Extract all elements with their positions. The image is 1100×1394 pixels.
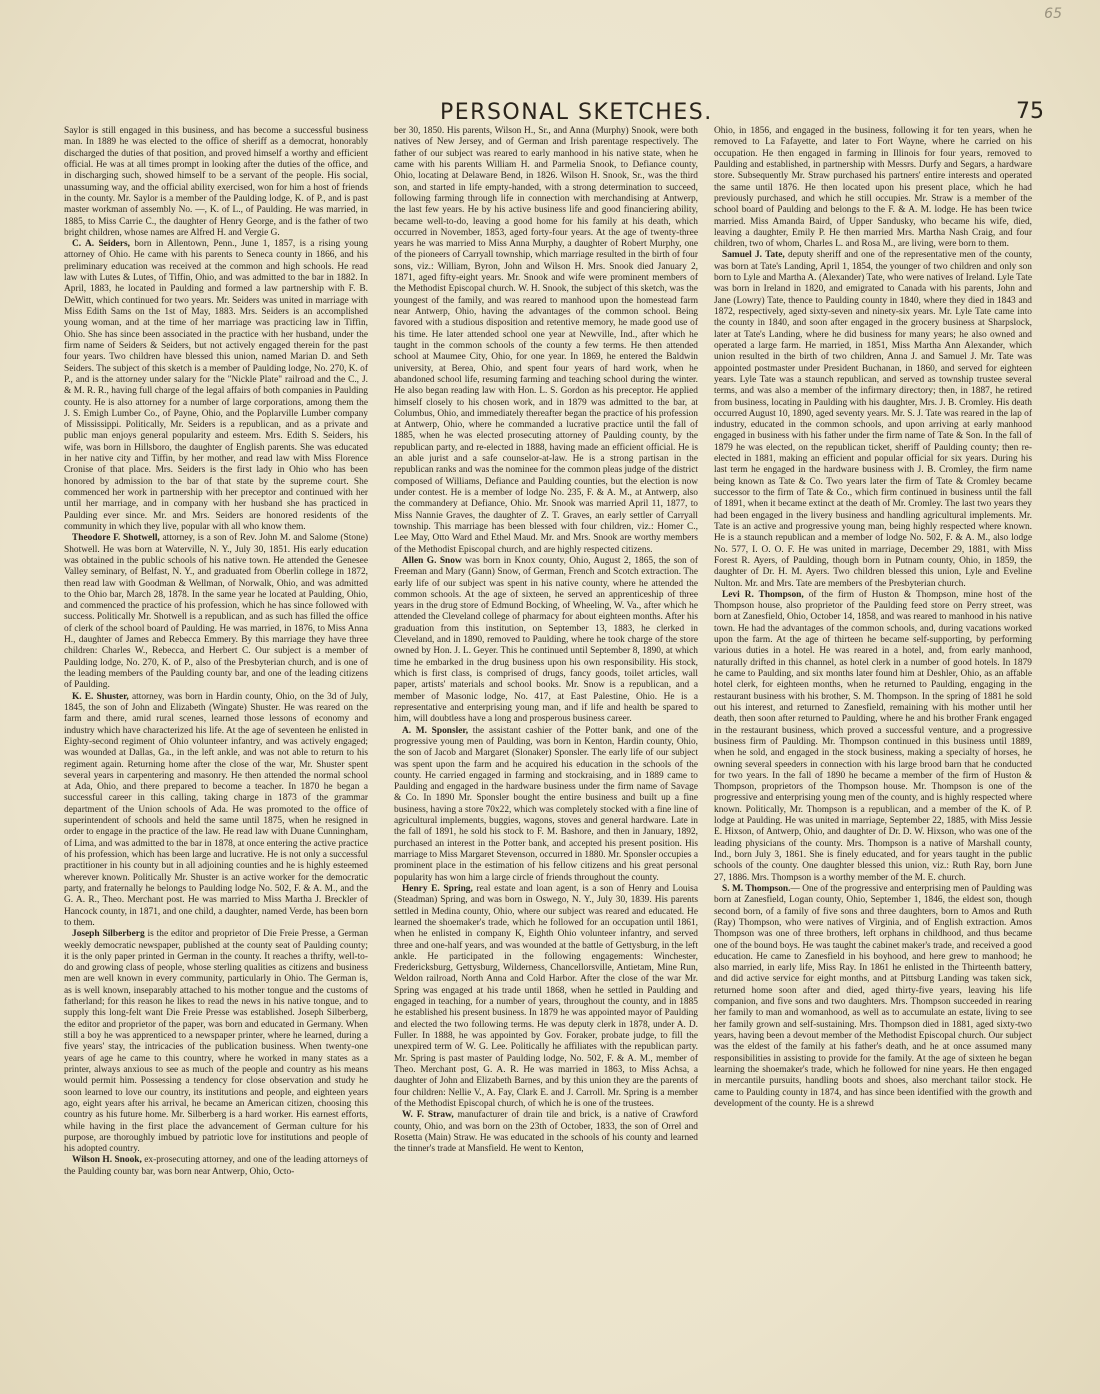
text-columns [64,126,1054,1362]
subject-name: Allen G. Snow [402,555,462,566]
paragraph-text: is the editor and proprietor of Die Freie Presse, a German weekly democratic newspaper, published at the county seat of Paulding county; it is the only paper printed in German in the county. It reaches a thrifty, well-to-do and growing class of people, whose sterling qualities as citizens and business men are well known in every community, particularly in Ohio. The German is, as is well known, inseparably attached to his mother tongue and the customs of fatherland; for this reason he likes to read the news in his native tongue, and to supply this long-felt want Die Freie Presse was established. Joseph Silberberg, the editor and proprietor of the paper, was born and educated in Germany. When still a boy he was apprenticed to a newspaper printer, where he learned, during a five years' stay, the intricacies of the publication business. When twenty-one years of age he came to this country, where he worked in many states as a printer, always anxious to see as much of the people and country as his means would permit him. Possessing a tendency for close observation and study he soon learned to love our country, its institutions and people, and eighteen years ago, eight years after his arrival, he became an American citizen, choosing this country as his future home. Mr. Silberberg is a hard worker. His earnest efforts, while having in the first place the advancement of German culture for his purpose, are thoroughly imbued by patriotic love for institutions and people of his adopted country. [64,929,368,1155]
paragraph-text: — One of the progressive and enterprising men of Paulding was born at Zanesfield, Logan county, Ohio, September 1, 1846, the eldest son, though second born, of a family of five sons and three daughters, born to Amos and Ruth (Ray) Thompson, who were natives of Virginia, and of English extraction. Amos Thompson was one of three brothers, left orphans in childhood, and thus became one of the bound boys. He was taught the cabinet maker's trade, and received a good education. He came to Zanesfield in his boyhood, and here grew to manhood; he also married, in early life, Miss Ray. In 1861 he enlisted in the Thirteenth battery, and did active service for eight months, and at Pittsburg Landing was taken sick, returned home soon after and died, aged thirty-five years, leaving his life companion, and five sons and two daughters. Mrs. Thompson succeeded in rearing her family to man and womanhood, as well as to accumulate an estate, living to see her family grown and self-sustaining. Mrs. Thompson died in 1881, aged sixty-two years, having been a devout member of the Methodist Episcopal church. Our subject was the eldest of the family at his father's death, and he at once assumed many responsibilities in assisting to provide for the family. At the age of sixteen he began learning the shoemaker's trade, which he followed for nine years. He then engaged in mercantile pursuits, handling boots and shoes, also merchant tailor stock. He came to Paulding county in 1874, and has since been identified with the growth and development of the county. He is a shrewd [714,883,1032,1109]
subject-name: Henry E. Spring, [402,883,473,894]
subject-name: K. E. Shuster, [72,691,129,702]
subject-name: Joseph Silberberg [72,929,145,940]
paragraph-text: deputy sheriff and one of the representative men of the county, was born at Tate's Landing, April 1, 1854, the younger of two children and only son born to Lyle and Martha A. (Alexander) Tate, who were natives of Ireland. Lyle Tate was born in Ireland in 1820, and emigrated to Canada with his parents, John and Jane (Lowry) Tate, thence to Paulding county in 1840, where they died in 1843 and 1872, respectively, aged sixty-seven and ninety-six years. Mr. Lyle Tate came into the county in 1840, and soon after engaged in the grocery business at Sharpslock, later at Tate's Landing, where he did business for many years; he also owned and operated a large farm. He married, in 1851, Miss Martha Ann Alexander, which union resulted in the birth of two children, Anna J. and Samuel J. Mr. Tate was appointed postmaster under President Buchanan, in 1860, and served for eighteen years. Lyle Tate was a staunch republican, and served as township trustee several terms, and was also a member of the infirmary directory; then, in 1887, he retired from business, locating in Paulding with his daughter, Mrs. J. B. Cromley. His death occurred August 10, 1890, aged seventy years. Mr. S. J. Tate was reared in the lap of industry, educated in the common schools, and upon arriving at early manhood engaged in business with his father under the firm name of Tate & Son. In the fall of 1879 he was elected, on the republican ticket, sheriff of Paulding county; then re-elected in 1881, making an efficient and popular official for six years. During his last term he engaged in the hardware business with J. B. Cromley, the firm name being known as Tate & Co. Two years later the firm of Tate & Cromley became successor to the firm of Tate & Co., which firm continued in business until the fall of 1891, when it became extinct at the death of Mr. Cromley. The last two years they had been engaged in the livery business and handling agricultural implements. Mr. Tate is an active and progressive young man, being highly respected where known. He is a staunch republican and a member of lodge No. 502, F. & A. M., also lodge No. 577, I. O. O. F. He was united in marriage, December 29, 1881, with Miss Forest R. Ayers, of Paulding, though born in Putnam county, Ohio, in 1859, the daughter of Dr. H. M. Ayers. Two children blessed this union, Lyle and Eveline Nulton. Mr. and Mrs. Tate are members of the Presbyterian church. [714,250,1032,589]
biography-paragraph [714,250,1032,589]
subject-name: C. A. Seiders, [72,239,130,250]
continued-paragraph [714,126,1032,250]
running-title: PERSONAL SKETCHES. [440,100,713,125]
pencil-page-mark: 65 [1044,6,1062,22]
subject-name: Theodore F. Shotwell, [72,533,160,544]
biography-paragraph [64,239,368,533]
paragraph-text: born in Allentown, Penn., June 1, 1857, is a rising young attorney of Ohio. He came with his parents to Seneca county in 1866, and his preliminary education was received at the common and high schools. He read law with Lutes & Lutes, of Tiffin, Ohio, and was admitted to the bar in 1882. In April, 1883, he located in Paulding and formed a law partnership with F. B. DeWitt, which continued for two years. Mr. Seiders was united in marriage with Miss Edith Sams on the 1st of May, 1883. Mrs. Seiders is an accomplished young woman, and at the time of her marriage was practicing law in Tiffin, Ohio. She has since been associated in the practice with her husband, under the firm name of Seiders & Seiders, but not actively engaged therein for the past four years. Two children have blessed this union, named Marian D. and Seth Seiders. The subject of this sketch is a member of Paulding lodge, No. 270, K. of P., and is the attorney under salary for the "Nickle Plate" railroad and the C., J. & M. R. R., having full charge of the legal affairs of both companies in Paulding county. He is also attorney for a number of large corporations, among them the J. S. Emigh Lumber Co., of Payne, Ohio, and the Poplarville Lumber company of Mississippi. Politically, Mr. Seiders is a republican, and as a private and public man enjoys general popularity and esteem. Mrs. Edith S. Seiders, his wife, was born in Hillsboro, the daughter of English parents. She was educated in her native city and Tiffin, by her mother, and read law with Miss Florence Cronise of that place. Mrs. Seiders is the first lady in Ohio who has been honored by admission to the bar of that state by the supreme court. She commenced her work in partnership with her preceptor and continued with her until her marriage, and in company with her husband she has practiced in Paulding ever since. Mr. and Mrs. Seiders are honored residents of the community in which they live, popular with all who know them. [64,239,368,532]
paragraph-text: the assistant cashier of the Potter bank, and one of the progressive young men of Paulding, was born in Kenton, Hardin county, Ohio, the son of Jacob and Margaret (Slonaker) Sponsler. The early life of our subject was spent upon the farm and he acquired his education in the schools of the county. He carried engaged in farming and stockraising, and in 1889 came to Paulding and engaged in the hardware business under the firm name of Savage & Co. In 1890 Mr. Sponsler bought the entire business and built up a fine business, having a store 70x22, which was completely stocked with a fine line of agricultural implements, buggies, wagons, stoves and general hardware. Late in the fall of 1891, he sold his stock to F. M. Bashore, and then in January, 1892, purchased an interest in the Potter bank, and accepted his present position. His marriage to Miss Margaret Stevenson, occurred in 1880. Mr. Sponsler occupies a prominent place in the estimation of his fellow citizens and his great personal popularity has won him a large circle of friends throughout the county. [394,725,698,883]
biography-paragraph [64,692,368,930]
biography-paragraph [394,884,698,1110]
biography-paragraph [394,1110,698,1155]
subject-name: Wilson H. Snook, [72,1155,142,1166]
biography-paragraph [394,726,698,884]
biography-paragraph [64,533,368,691]
biography-paragraph [64,1155,368,1178]
continued-paragraph [394,126,698,556]
biography-paragraph [394,556,698,726]
paragraph-text: of the firm of Huston & Thompson, mine host of the Thompson house, also proprietor of the Paulding feed store on Perry street, was born at Zanesfield, Ohio, October 14, 1858, and was reared to manhood in his native town. He had the advantages of the common schools, and, during vacations worked upon the farm. At the age of thirteen he became self-supporting, by performing various duties in a hotel. He was reared in a hotel, and, from early manhood, naturally drifted in this channel, as hotel clerk in a number of good hotels. In 1879 he came to Paulding, and six months later found him at Deshler, Ohio, as an affable hotel clerk, for eighteen months, when he returned to Paulding, engaging in the restaurant business with his brother, S. M. Thompson. In the spring of 1881 he sold out his interest, and returned to Zanesfield, remaining with his mother until her death, then soon after returned to Paulding, where he and his brother Frank engaged in the restaurant business, which proved a successful venture, and a progressive business firm of Paulding. Mr. Thompson continued in this business until 1889, when he sold, and engaged in the stock business, making a specialty of horses, he owning several speeders in connection with his large brood barn that he conducted for two years. In the fall of 1890 he became a member of the firm of Huston & Thompson, proprietors of the Thompson house. Mr. Thompson is one of the progressive and enterprising young men of the county, and is highly respected where known. Politically, Mr. Thompson is a republican, and a member of the K. of P. lodge at Paulding. He was united in marriage, September 22, 1885, with Miss Jessie E. Hixson, of Antwerp, Ohio, and daughter of Dr. D. W. Hixson, who was one of the leading physicians of the county. Mrs. Thompson is a native of Marshall county, Ind., born July 3, 1861. She is finely educated, and for years taught in the public schools of the county. One daughter blessed this union, viz.: Ruth Ray, born June 27, 1886. Mrs. Thompson is a worthy member of the M. E. church. [714,589,1032,883]
subject-name: W. F. Straw, [402,1110,454,1121]
paragraph-text: was born in Knox county, Ohio, August 2, 1865, the son of Freeman and Mary (Gann) Snow, of German, French and Scotch extraction. The early life of our subject was spent in his native county, where he attended the common schools. At the age of sixteen, he served an apprenticeship of three years in the drug store of Edmund Bocking, of Wheeling, W. Va., after which he attended the Cleveland college of pharmacy for about eighteen months. After his graduation from this institution, on September 13, 1883, he clerked in Cleveland, and in 1890, removed to Paulding, where he took charge of the store owned by Hon. J. L. Geyer. This he continued until September 8, 1890, at which time he embarked in the drug business upon his own responsibility. His stock, which is first class, is comprised of drugs, fancy goods, toilet articles, wall paper, artists' materials and school books. Mr. Snow is a republican, and a member of Masonic lodge, No. 417, at East Palestine, Ohio. He is a representative and enterprising young man, and if life and health be spared to him, will doubtless have a long and prosperous business career. [394,555,698,725]
subject-name: Levi R. Thompson, [722,589,804,600]
column-3 [714,126,1032,1362]
biography-paragraph [714,884,1032,1110]
paragraph-text: ber 30, 1850. His parents, Wilson H., Sr., and Anna (Murphy) Snook, were both natives of New Jersey, and of German and Irish parentage respectively. The father of our subject was reared to early manhood in his native state, when he came with his parents William H. and Parmelia Snook, to Defiance county, Ohio, locating at Delaware Bend, in 1826. Wilson H. Snook, Sr., was the third son, and started in life empty-handed, with a strong determination to succeed, following farming through life in connection with merchandising at Antwerp, the last few years. He by his active business life and good financiering ability, became well-to-do, leaving a good home for his family at his death, which occurred in November, 1853, aged forty-four years. At the age of twenty-three years he was married to Miss Anna Murphy, a daughter of Robert Murphy, one of the pioneers of Carryall township, which marriage resulted in the birth of four sons, viz.: William, Byron, John and Wilson H. Mrs. Snook died January 2, 1871, aged fifty-eight years. Mr. Snook and wife were prominent members of the Methodist Episcopal church. W. H. Snook, the subject of this sketch, was the youngest of the family, and was reared to manhood upon the homestead farm near Antwerp, Ohio, having the advantages of the common school. Being favored with a studious disposition and retentive memory, he made good use of his time. He later attended school one year at Newville, Ind., after which he taught in the common schools of the county a few terms. He then attended school at Maumee City, Ohio, for one year. In 1869, he entered the Baldwin university, at Berea, Ohio, and spent four years of hard work, when he abandoned school life, resuming farming and teaching school during the winter. He also began reading law with Hon. L. S. Gordon as his preceptor. He applied himself closely to his chosen work, and in 1879 was admitted to the bar, at Columbus, Ohio, and immediately thereafter began the practice of his profession at Antwerp, Ohio, where he commanded a lucrative practice until the fall of 1885, when he was elected prosecuting attorney of Paulding county, by the republican party, and re-elected in 1888, having made an efficient official. He is an able jurist and a safe counselor-at-law. He is a strong partisan in the republican ranks and was the nominee for the common pleas judge of the district composed of Williams, Defiance and Paulding counties, but the election is now under contest. He is a member of lodge No. 235, F. & A. M., at Antwerp, also the commandery at Defiance, Ohio. Mr. Snook was married April 11, 1877, to Miss Nannie Graves, the daughter of Z. T. Graves, an early settler of Carryall township. This marriage has been blessed with four children, viz.: Homer C., Lee May, Otto Ward and Ethel Maud. Mr. and Mrs. Snook are worthy members of the Methodist Episcopal church, and are highly respected citizens. [394,126,698,555]
biography-paragraph [64,929,368,1155]
column-1 [64,126,368,1362]
paragraph-text: attorney, was born in Hardin county, Ohio, on the 3d of July, 1845, the son of John and Elizabeth (Wingate) Shuster. He was reared on the farm and there, amid rural scenes, learned those lessons of economy and industry which have characterized his life. At the age of seventeen he enlisted in Eighty-second regiment of Ohio volunteer infantry, and was actively engaged; was wounded at Dallas, Ga., in the left ankle, and was not able to return to his regiment again. Returning home after the close of the war, Mr. Shuster spent several years in carpentering and masonry. He then attended the normal school at Ada, Ohio, and there prepared to become a teacher. In 1870 he began a successful career in this calling, taking charge in 1873 of the grammar department of the Union schools of Ada. He was promoted to the office of superintendent of schools and held the same until 1875, when he resigned in order to engage in the practice of the law. He read law with Duane Cunningham, of Lima, and was admitted to the bar in 1878, at once entering the active practice of his profession, which has been large and lucrative. He is not only a successful practitioner in his county but in all adjoining counties and he is highly esteemed wherever known. Politically Mr. Shuster is an active worker for the democratic party, and fraternally he belongs to Paulding lodge No. 502, F. & A. M., and the G. A. R., Theo. Merchant post. He was married to Miss Martha J. Breckler of Hancock county, in 1871, and one child, a daughter, named Verde, has been born to them. [64,691,368,928]
paragraph-text: attorney, is a son of Rev. John M. and Salome (Stone) Shotwell. He was born at Waterville, N. Y., July 30, 1851. His early education was obtained in the public schools of his native town. He attended the Genesee Valley seminary, of Belfast, N. Y., and graduated from Oberlin college in 1872, then read law with Goodman & Wellman, of Norwalk, Ohio, and was admitted to the Ohio bar, March 28, 1878. In the same year he located at Paulding, Ohio, and commenced the practice of his profession, which he has since followed with success. Politically Mr. Shotwell is a republican, and as such has filled the office of clerk of the school board of Paulding. He was married, in 1876, to Miss Anna H., daughter of James and Rebecca Emmery. By this marriage they have three children: Charles W., Rebecca, and Herbert C. Our subject is a member of Paulding lodge, No. 270, K. of P., also of the Presbyterian church, and is one of the leading members of the Paulding county bar, and one of the leading citizens of Paulding. [64,533,368,691]
biography-paragraph [714,590,1032,884]
subject-name: Samuel J. Tate, [722,250,785,261]
subject-name: A. M. Sponsler, [402,725,469,736]
paragraph-text: ex-prosecuting attorney, and one of the leading attorneys of the Paulding county bar, was born near Antwerp, Ohio, Octo- [64,1155,368,1177]
page-number: 75 [1016,99,1044,124]
subject-name: S. M. Thompson. [722,883,791,894]
paragraph-text: Saylor is still engaged in this business, and has become a successful business man. In 1889 he was elected to the office of sheriff as a democrat, honorably discharged the duties of that position, and proved himself a worthy and efficient official. He was at all times prompt in looking after the duties of the office, and in discharging such, showed himself to be a servant of the people. His social, unassuming way, and the official ability exercised, won for him a host of friends in the county. Mr. Saylor is a member of the Paulding lodge, K. of P., and is past master workman of assembly No. —, K. of L., of Paulding. He was married, in 1885, to Miss Carrie C., the daughter of Henry George, and is the father of two bright children, whose names are Alfred H. and Vergie G. [64,126,368,238]
paragraph-text: Ohio, in 1856, and engaged in the business, following it for ten years, when he removed to La Fafayette, and later to Fort Wayne, where he carried on his occupation. He then engaged in farming in Illinois for four years, removed to Paulding and established, in partnership with Messrs. Durfy and Segars, a hardware store. Subsequently Mr. Straw purchased his partners' entire interests and operated the same until 1876. He then located upon his present place, which he had previously purchased, and which he still occupies. Mr. Straw is a member of the school board of Paulding and belongs to the F. & A. M. lodge. He has been twice married. Miss Amanda Baird, of Upper Sandusky, who became his wife, died, leaving a daughter, Emily P. He then married Mrs. Martha Nash Craig, and four children, two of whom, Charles L. and Rosa M., are living, were born to them. [714,126,1032,250]
paragraph-text: real estate and loan agent, is a son of Henry and Louisa (Steadman) Spring, and was born in Oswego, N. Y., July 30, 1839. His parents settled in Medina county, Ohio, where our subject was reared and educated. He learned the shoemaker's trade, which he followed for an occupation until 1861, when he enlisted in company K, Eighth Ohio volunteer infantry, and served three and one-half years, and was wounded at the battle of Gettysburg, in the left ankle. He participated in the following engagements: Winchester, Fredericksburg, Gettysburg, Wilderness, Chancellorsville, Antietam, Mine Run, Weldon railroad, North Anna and Cold Harbor. After the close of the war Mr. Spring was engaged at his trade until 1868, when he settled in Paulding and engaged in teaching, for a number of years, throughout the county, and in 1885 he established his present business. In 1879 he was appointed mayor of Paulding and elected the two following terms. He was deputy clerk in 1878, under A. D. Fuller. In 1888, he was appointed by Gov. Foraker, probate judge, to fill the unexpired term of W. G. Lee. Politically he affiliates with the republican party. Mr. Spring is past master of Paulding lodge, No. 502, F. & A. M., member of Theo. Merchant post, G. A. R. He was married in 1863, to Miss Achsa, a daughter of John and Elizabeth Barnes, and by this union they are the parents of four children: Nellie V., A. Fay, Clark E. and J. Carroll. Mr. Spring is a member of the Methodist Episcopal church, of which he is one of the trustees. [394,883,698,1109]
paragraph-text: manufacturer of drain tile and brick, is a native of Crawford county, Ohio, and was born on the 23th of October, 1833, the son of Orrel and Rosetta (Main) Straw. He was educated in the schools of his county and learned the tinner's trade at Mansfield. He went to Kenton, [394,1110,698,1155]
continued-paragraph [64,126,368,239]
column-2 [394,126,698,1362]
